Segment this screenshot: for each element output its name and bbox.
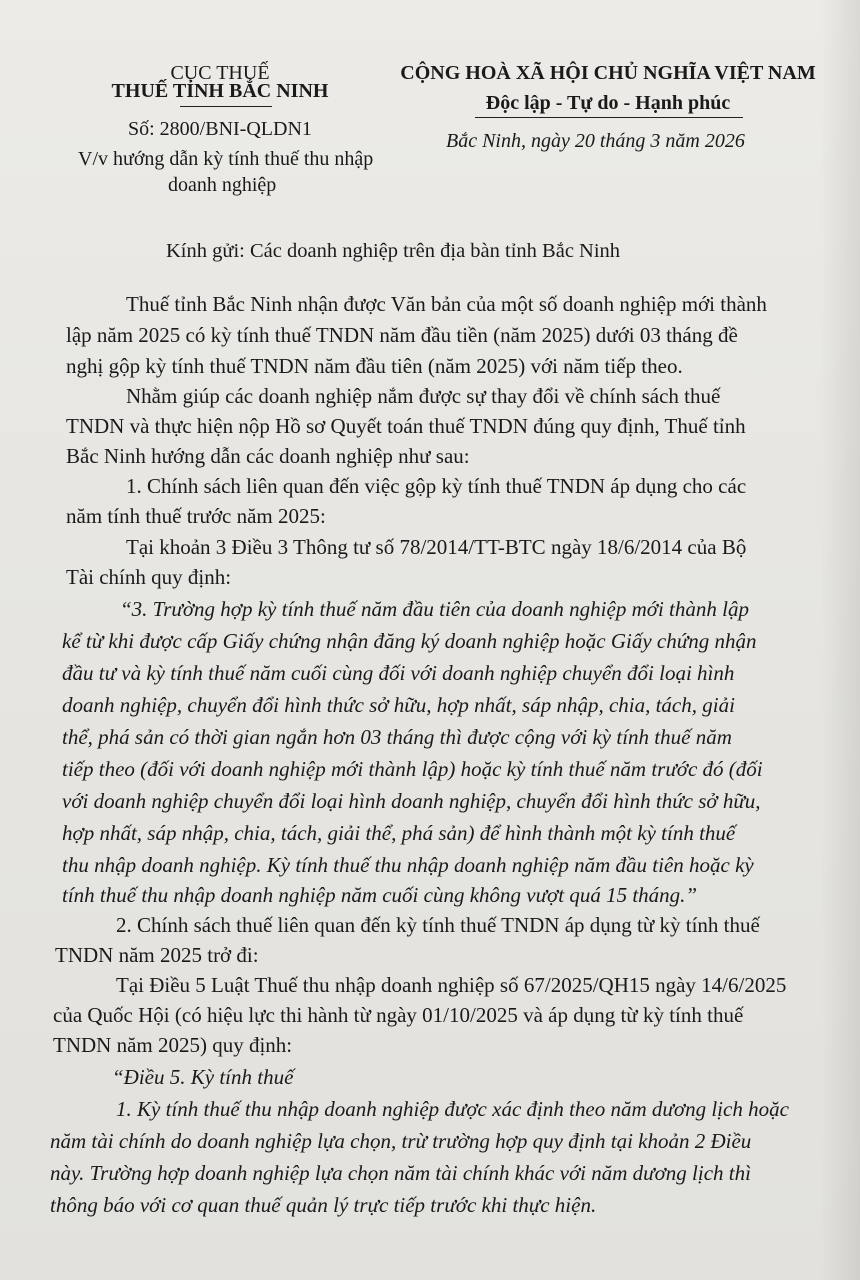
body-line: 1. Chính sách liên quan đến việc gộp kỳ tính thuế TNDN áp dụng cho các	[126, 474, 747, 498]
body-line: Nhằm giúp các doanh nghiệp nắm được sự thay đổi về chính sách thuế	[126, 384, 721, 408]
greeting: Kính gửi: Các doanh nghiệp trên địa bàn tỉnh Bắc Ninh	[166, 240, 621, 262]
body-line: năm tính thuế trước năm 2025:	[66, 504, 326, 528]
quote-line: này. Trường hợp doanh nghiệp lựa chọn năm tài chính khác với năm dương lịch thì	[50, 1161, 751, 1185]
document-number: Số: 2800/BNI-QLDN1	[128, 118, 312, 140]
office-name: THUẾ TỈNH BẮC NINH	[111, 80, 329, 102]
body-line: Tài chính quy định:	[66, 565, 232, 589]
body-line: Bắc Ninh hướng dẫn các doanh nghiệp như sau:	[66, 444, 470, 468]
country-name: CỘNG HOÀ XÃ HỘI CHỦ NGHĨA VIỆT NAM	[400, 62, 816, 84]
body-line: Tại khoản 3 Điều 3 Thông tư số 78/2014/TT-BTC ngày 18/6/2014 của Bộ	[126, 535, 747, 559]
subject-line-2: doanh nghiệp	[168, 174, 277, 196]
body-line: TNDN năm 2025 trở đi:	[55, 943, 259, 967]
quote-line: 1. Kỳ tính thuế thu nhập doanh nghiệp được xác định theo năm dương lịch hoặc	[116, 1097, 789, 1121]
national-motto: Độc lập - Tự do - Hạnh phúc	[485, 92, 731, 114]
quote-line: doanh nghiệp, chuyển đổi hình thức sở hữu, hợp nhất, sáp nhập, chia, tách, giải	[62, 693, 735, 717]
body-line: TNDN năm 2025) quy định:	[53, 1033, 293, 1057]
quote-line: với doanh nghiệp chuyển đổi loại hình doanh nghiệp, chuyển đổi hình thức sở hữu,	[62, 789, 761, 813]
body-line: lập năm 2025 có kỳ tính thuế TNDN năm đầu tiền (năm 2025) dưới 03 tháng đề	[66, 323, 738, 347]
agency-name: CỤC THUẾ	[170, 62, 270, 84]
quote-line: thể, phá sản có thời gian ngắn hơn 03 tháng thì được cộng với kỳ tính thuế năm	[62, 725, 732, 749]
subject-line-1: V/v hướng dẫn kỳ tính thuế thu nhập	[78, 148, 374, 170]
quote-line: hợp nhất, sáp nhập, chia, tách, giải thể, phá sản) để hình thành một kỳ tính thuế	[62, 821, 736, 845]
body-line: Thuế tỉnh Bắc Ninh nhận được Văn bản của một số doanh nghiệp mới thành	[126, 292, 767, 316]
quote-line: “3. Trường hợp kỳ tính thuế năm đầu tiên của doanh nghiệp mới thành lập	[120, 597, 749, 621]
quote-line: kể từ khi được cấp Giấy chứng nhận đăng ký doanh nghiệp hoặc Giấy chứng nhận	[62, 629, 757, 653]
quote-line: thông báo với cơ quan thuế quản lý trực tiếp trước khi thực hiện.	[50, 1193, 597, 1217]
quote-line: tiếp theo (đối với doanh nghiệp mới thành lập) hoặc kỳ tính thuế năm trước đó (đối	[62, 757, 763, 781]
body-line: Tại Điều 5 Luật Thuế thu nhập doanh nghiệp số 67/2025/QH15 ngày 14/6/2025	[116, 973, 787, 997]
body-line: của Quốc Hội (có hiệu lực thi hành từ ngày 01/10/2025 và áp dụng từ kỳ tính thuế	[53, 1003, 744, 1027]
body-line: TNDN và thực hiện nộp Hồ sơ Quyết toán thuế TNDN đúng quy định, Thuế tỉnh	[66, 414, 746, 438]
quote-line: tính thuế thu nhập doanh nghiệp năm cuối cùng không vượt quá 15 tháng.”	[62, 883, 698, 907]
motto-underline	[475, 117, 743, 118]
place-date: Bắc Ninh, ngày 20 tháng 3 năm 2026	[446, 130, 745, 152]
quote-heading: “Điều 5. Kỳ tính thuế	[112, 1065, 294, 1089]
body-line: nghị gộp kỳ tính thuế TNDN năm đầu tiên (năm 2025) với năm tiếp theo.	[66, 354, 683, 378]
quote-line: thu nhập doanh nghiệp. Kỳ tính thuế thu nhập doanh nghiệp năm đầu tiên hoặc kỳ	[62, 853, 754, 877]
quote-line: đầu tư và kỳ tính thuế năm cuối cùng đối với doanh nghiệp chuyển đổi loại hình	[62, 661, 735, 685]
body-line: 2. Chính sách thuế liên quan đến kỳ tính thuế TNDN áp dụng từ kỳ tính thuế	[116, 913, 760, 937]
office-underline	[180, 106, 272, 107]
quote-line: năm tài chính do doanh nghiệp lựa chọn, trừ trường hợp quy định tại khoản 2 Điều	[50, 1129, 752, 1153]
page-shadow	[820, 0, 860, 1280]
